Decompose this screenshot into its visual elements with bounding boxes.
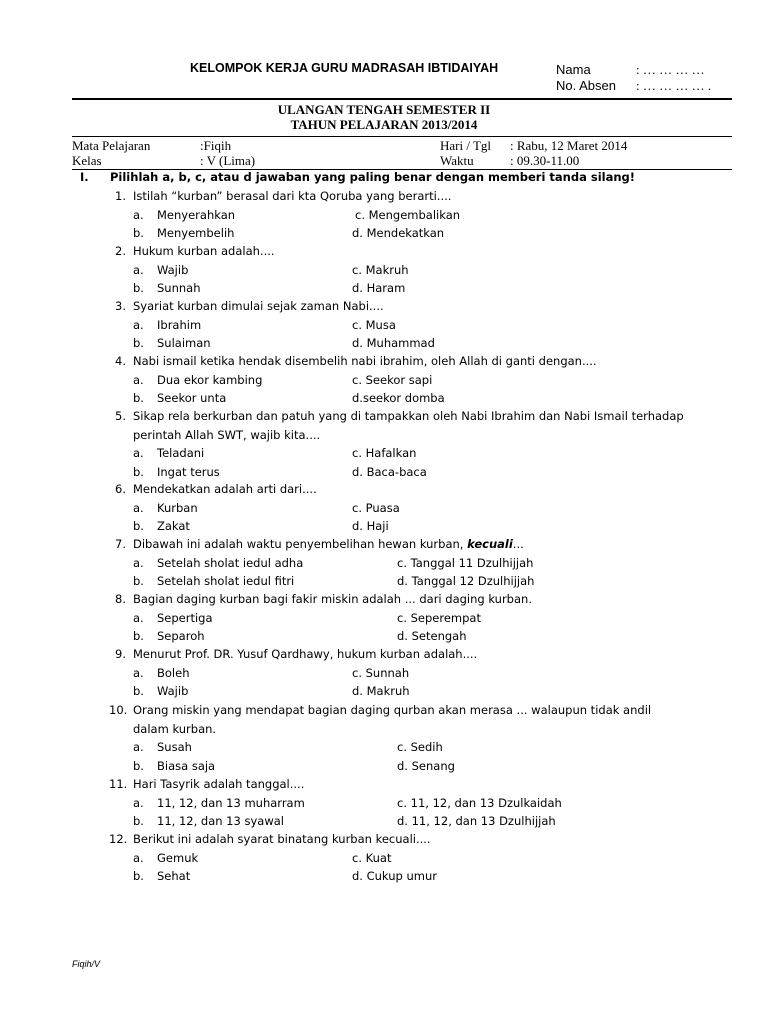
question-text: [133, 482, 317, 496]
question-text-main: Dibawah ini adalah waktu penyembelihan hewan kurban,: [133, 537, 468, 551]
option-c: c. Hafalkan: [352, 446, 417, 460]
question-number: 11.: [109, 777, 128, 791]
option-d: d. Muhammad: [352, 336, 435, 350]
option-letter-a: a.: [133, 446, 144, 460]
name-label: Nama: [556, 62, 591, 77]
option-a: Teladani: [157, 446, 205, 460]
option-a: Susah: [157, 740, 192, 754]
option-b: Sulaiman: [157, 336, 211, 350]
option-letter-b: b.: [133, 281, 144, 295]
school-year: TAHUN PELAJARAN 2013/2014: [290, 117, 478, 132]
option-letter-a: a.: [133, 500, 144, 515]
option-letter-a: a.: [133, 317, 144, 332]
date-value: : Rabu, 12 Maret 2014: [510, 138, 628, 153]
option-a: Sepertiga: [157, 610, 213, 625]
option-letter-b: b.: [133, 814, 144, 828]
option-d: d. Makruh: [352, 684, 410, 698]
question-text-main: Syariat kurban dimulai sejak zaman Nabi....: [133, 299, 384, 313]
option-letter-b: b.: [133, 758, 144, 773]
option-b: Separoh: [157, 629, 205, 643]
option-c: c. Makruh: [352, 262, 409, 277]
question-number: 2.: [115, 244, 126, 258]
question-number: 5.: [115, 409, 126, 423]
option-a: Kurban: [157, 500, 198, 515]
absence-number-label: No. Absen: [556, 78, 616, 93]
time-label: Waktu: [440, 153, 474, 168]
option-b: Sehat: [157, 869, 191, 883]
option-b: Wajib: [157, 684, 189, 698]
question-number: 6.: [115, 482, 126, 496]
option-b: Biasa saja: [157, 758, 216, 773]
option-d: d. Haram: [352, 281, 406, 295]
question-number: 9.: [115, 647, 126, 661]
question-text: [133, 647, 477, 661]
option-b: Zakat: [157, 519, 190, 533]
option-c: c. Tanggal 11 Dzulhijjah: [397, 555, 534, 570]
option-a: Ibrahim: [157, 317, 202, 332]
question-text: [133, 189, 451, 203]
question-text: [133, 354, 597, 368]
option-d: d. Baca-baca: [352, 464, 427, 479]
organization-name: KELOMPOK KERJA GURU MADRASAH IBTIDAIYAH: [190, 61, 499, 75]
option-a: Dua ekor kambing: [157, 372, 263, 387]
question-text-main: Orang miskin yang mendapat bagian daging qurban akan merasa ... walaupun tidak andil: [133, 703, 652, 717]
question-number: 4.: [115, 354, 126, 368]
option-d: d.seekor domba: [352, 391, 445, 405]
header-divider: [72, 98, 732, 100]
option-letter-a: a.: [133, 262, 144, 277]
option-c: c. Kuat: [352, 850, 392, 865]
option-b: Sunnah: [157, 281, 201, 295]
option-letter-b: b.: [133, 574, 144, 588]
question-text: [133, 777, 304, 791]
subject-value: :Fiqih: [200, 138, 232, 153]
question-number: 1.: [115, 189, 126, 203]
question-text: [133, 409, 684, 423]
option-letter-b: b.: [133, 869, 144, 883]
option-a: Boleh: [157, 665, 190, 680]
option-letter-b: b.: [133, 519, 144, 533]
option-letter-a: a.: [133, 610, 144, 625]
option-d: d. Tanggal 12 Dzulhijjah: [397, 574, 535, 588]
option-d: d. 11, 12, dan 13 Dzulhijjah: [397, 814, 556, 828]
option-letter-a: a.: [133, 555, 144, 570]
option-c: c. Sunnah: [352, 665, 410, 680]
question-text-main: Bagian daging kurban bagi fakir miskin adalah ... dari daging kurban.: [133, 592, 532, 606]
date-label: Hari / Tgl: [440, 138, 492, 153]
class-value: : V (Lima): [200, 153, 256, 168]
question-text-main: Istilah “kurban” berasal dari kta Qoruba yang berarti....: [133, 189, 452, 203]
time-value: : 09.30-11.00: [510, 153, 580, 168]
question-text-main: Menurut Prof. DR. Yusuf Qardhawy, hukum kurban adalah....: [133, 647, 478, 661]
question-text: [133, 703, 651, 717]
absence-number-value: : … … … … .: [636, 78, 712, 93]
question-text-main: Berikut ini adalah syarat binatang kurban kecuali....: [133, 832, 431, 846]
question-number: 8.: [115, 592, 126, 606]
option-letter-b: b.: [133, 684, 144, 698]
section-number: I.: [80, 170, 89, 184]
page-footer: Fiqih/V: [72, 959, 101, 969]
option-b: 11, 12, dan 13 syawal: [157, 814, 284, 828]
option-letter-a: a.: [133, 850, 144, 865]
question-text-emphasis: kecuali: [467, 537, 513, 551]
title-divider: [72, 136, 732, 137]
question-number: 12.: [109, 832, 128, 846]
option-a: 11, 12, dan 13 muharram: [157, 795, 305, 810]
question-text-main: Hukum kurban adalah....: [133, 244, 275, 258]
option-letter-b: b.: [133, 336, 144, 350]
option-b: Ingat terus: [157, 464, 220, 479]
subject-label: Mata Pelajaran: [72, 138, 151, 153]
option-d: d. Mendekatkan: [352, 226, 445, 240]
option-c: c. 11, 12, dan 13 Dzulkaidah: [397, 795, 562, 810]
option-a: Wajib: [157, 262, 189, 277]
option-a: Menyerahkan: [157, 207, 236, 222]
question-text-main: Nabi ismail ketika hendak disembelih nabi ibrahim, oleh Allah di ganti dengan....: [133, 354, 597, 368]
question-text-main: Sikap rela berkurban dan patuh yang di tampakkan oleh Nabi Ibrahim dan Nabi Ismail terhadap: [133, 409, 684, 423]
option-c: c. Seperempat: [397, 610, 481, 625]
option-a: Gemuk: [157, 850, 199, 865]
question-number: 7.: [115, 537, 126, 551]
option-letter-a: a.: [133, 372, 144, 387]
option-c: c. Seekor sapi: [352, 372, 433, 387]
class-label: Kelas: [72, 153, 102, 168]
option-letter-a: a.: [133, 665, 144, 680]
question-text-tail: ...: [512, 537, 524, 551]
exam-title: ULANGAN TENGAH SEMESTER II: [277, 102, 491, 117]
option-letter-b: b.: [133, 226, 144, 240]
question-text: [133, 832, 431, 846]
option-d: d. Setengah: [397, 629, 467, 643]
question-text-continued: dalam kurban.: [133, 721, 217, 736]
question-text-continued: perintah Allah SWT, wajib kita....: [133, 427, 321, 442]
option-c: c. Sedih: [397, 740, 443, 754]
option-letter-a: a.: [133, 207, 144, 222]
question-text: [133, 299, 384, 313]
name-value: : … … … …: [636, 62, 705, 77]
option-d: d. Senang: [397, 758, 455, 773]
option-b: Menyembelih: [157, 226, 235, 240]
option-a: Setelah sholat iedul adha: [157, 555, 304, 570]
option-c: c. Mengembalikan: [355, 207, 461, 222]
question-text-main: Mendekatkan adalah arti dari....: [133, 482, 317, 496]
option-c: c. Musa: [352, 317, 396, 332]
option-d: d. Haji: [352, 519, 389, 533]
question-text: [133, 592, 532, 606]
option-letter-a: a.: [133, 740, 144, 754]
option-c: c. Puasa: [352, 500, 400, 515]
option-letter-a: a.: [133, 795, 144, 810]
option-letter-b: b.: [133, 464, 144, 479]
question-text: [133, 244, 275, 258]
option-letter-b: b.: [133, 629, 144, 643]
option-d: d. Cukup umur: [352, 869, 437, 883]
option-b: Setelah sholat iedul fitri: [157, 574, 295, 588]
section-instruction: Pilihlah a, b, c, atau d jawaban yang paling benar dengan memberi tanda silang!: [110, 170, 636, 184]
question-text: [133, 537, 524, 551]
question-number: 10.: [109, 703, 128, 717]
option-b: Seekor unta: [157, 391, 227, 405]
question-text-main: Hari Tasyrik adalah tanggal....: [133, 777, 305, 791]
option-letter-b: b.: [133, 391, 144, 405]
question-number: 3.: [115, 299, 126, 313]
